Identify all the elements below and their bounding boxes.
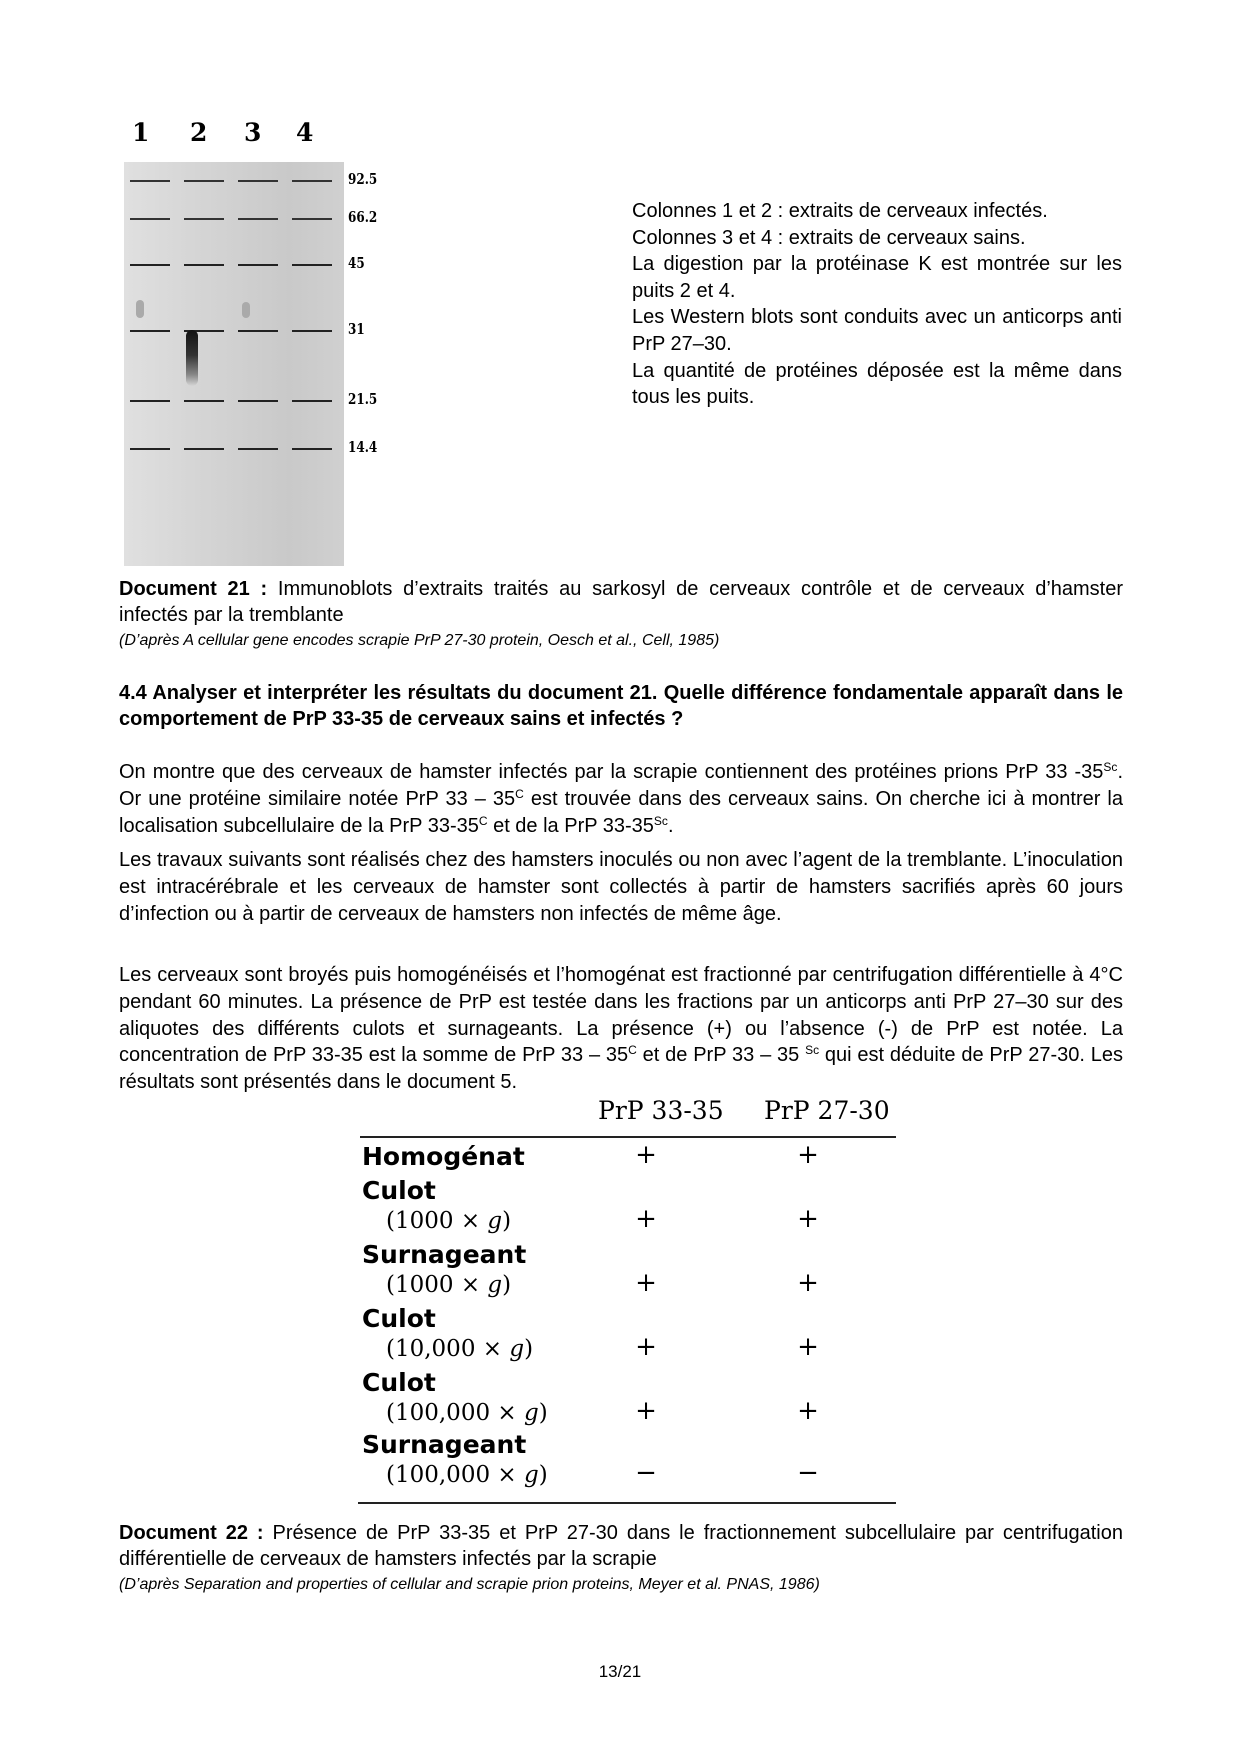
- document-21-source: (D’après A cellular gene encodes scrapie PrP 27-30 protein, Oesch et al., Cell, 1985): [119, 632, 720, 649]
- lane-label-2: 2: [190, 118, 208, 147]
- table-cell: +: [797, 1268, 819, 1298]
- table-row-label: Culot: [362, 1176, 436, 1205]
- table-cell: +: [797, 1396, 819, 1426]
- table-cell: +: [635, 1396, 657, 1426]
- gel-image: [124, 162, 344, 566]
- paragraph-intro: On montre que des cerveaux de hamster infectés par la scrapie contiennent des protéines prions PrP 33 $-35^{Sc}$. Or une protéine similaire notée PrP $33 - 35^C$ est trouvée dans des cerveaux sains. On cherche ici à montrer la localisation subcellulaire de la PrP $33-35^C$ et de la PrP $33-35^{Sc}$.: [119, 760, 1123, 837]
- table-cell: +: [635, 1140, 657, 1170]
- table-cell: −: [635, 1458, 657, 1488]
- table-row-label: Surnageant: [362, 1430, 527, 1459]
- lane-2-smear: [186, 330, 198, 386]
- table-bottom-rule: [358, 1502, 896, 1504]
- table-cell: +: [797, 1140, 819, 1170]
- legend-line: Colonnes 3 et 4 : extraits de cerveaux sains.: [632, 226, 1026, 249]
- band-31: [130, 330, 344, 332]
- mw-66-2: 66.2: [348, 208, 378, 226]
- lane-label-3: 3: [244, 118, 262, 147]
- immunoblot-figure: [120, 118, 380, 570]
- lane-label-4: 4: [296, 118, 314, 147]
- mw-21-5: 21.5: [348, 390, 378, 408]
- table-row-sublabel: (10,000 × g): [386, 1336, 534, 1362]
- paragraph-methods: Les travaux suivants sont réalisés chez des hamsters inoculés ou non avec l’agent de la tremblante. L’inoculation est intracérébrale et les cerveaux de hamster sont collectés à partir de hamsters sacrifiés après 60 jours d’infection ou à partir de cerveaux de hamsters non infectés de même âge.: [119, 849, 1123, 925]
- band-21-5: [130, 400, 344, 402]
- mw-31: 31: [348, 320, 365, 338]
- table-cell: +: [797, 1204, 819, 1234]
- document-22-text: Présence de PrP 33-35 et PrP 27-30 dans le fractionnement subcellulaire par centrifugation différentielle de cerveaux de hamsters infectés par la scrapie: [119, 1522, 1123, 1570]
- paragraph-protocol: Les cerveaux sont broyés puis homogénéisés et l’homogénat est fractionné par centrifugation différentielle à 4°C pendant 60 minutes. La présence de PrP est testée dans les fractions par un anticorps anti PrP 27–30 sur des aliquotes des différents culots et surnageants. La présence (+) ou l’absence (-) de PrP est notée. La concentration de PrP 33-35 est la somme de PrP $33 - 35^C$ et de PrP 33 – 35 $^{Sc}$ qui est déduite de PrP 27-30. Les résultats sont présentés dans le document 5.: [119, 964, 1124, 1094]
- table-row-label: Culot: [362, 1368, 436, 1397]
- table-row-sublabel: (100,000 × g): [386, 1400, 548, 1426]
- legend-line: La digestion par la protéinase K est montrée sur les puits 2 et 4.: [632, 253, 1122, 302]
- lane-label-1: 1: [132, 118, 150, 147]
- mw-92-5: 92.5: [348, 170, 378, 188]
- legend-line: Les Western blots sont conduits avec un anticorps anti PrP 27–30.: [632, 306, 1122, 355]
- table-row-sublabel: (1000 × g): [386, 1272, 512, 1298]
- table-cell: −: [797, 1458, 819, 1488]
- legend-line: Colonnes 1 et 2 : extraits de cerveaux infectés.: [632, 200, 1048, 222]
- document-21-text: Immunoblots d’extraits traités au sarkosyl de cerveaux contrôle et de cerveaux d’hamster infectés par la tremblante: [119, 578, 1124, 626]
- legend-line: La quantité de protéines déposée est la même dans tous les puits.: [632, 359, 1122, 409]
- lane-1-spot: [136, 300, 144, 318]
- table-header-prp-33-35: PrP 33-35: [598, 1096, 724, 1125]
- table-row-label: Homogénat: [362, 1142, 525, 1171]
- document-21-label: Document 21 :: [119, 578, 268, 600]
- table-top-rule: [360, 1136, 896, 1138]
- document-21-caption: [119, 576, 1123, 628]
- document-22-caption: [119, 1520, 1123, 1572]
- band-92-5: [130, 180, 344, 182]
- table-row-label: Surnageant: [362, 1240, 527, 1269]
- table-cell: +: [797, 1332, 819, 1362]
- document-22-label: Document 22 :: [119, 1522, 264, 1544]
- mw-14-4: 14.4: [348, 438, 378, 456]
- page-number: 13/21: [598, 1662, 642, 1681]
- table-header-prp-27-30: PrP 27-30: [764, 1096, 890, 1125]
- table-row-sublabel: (100,000 × g): [386, 1462, 548, 1488]
- table-cell: +: [635, 1268, 657, 1298]
- table-row-label: Culot: [362, 1304, 436, 1333]
- document-22-source: (D’après Separation and properties of cellular and scrapie prion proteins, Meyer et al. PNAS, 1986): [119, 1576, 820, 1593]
- band-66-2: [130, 218, 344, 220]
- band-45: [130, 264, 344, 266]
- table-cell: +: [635, 1332, 657, 1362]
- mw-45: 45: [348, 254, 365, 272]
- lane-3-spot: [242, 302, 250, 318]
- table-row-sublabel: (1000 × g): [386, 1208, 512, 1234]
- band-14-4: [130, 448, 344, 450]
- results-table: [358, 1096, 898, 1508]
- table-cell: +: [635, 1204, 657, 1234]
- blot-legend: [632, 198, 1122, 411]
- question-4-4: 4.4 Analyser et interpréter les résultats du document 21. Quelle différence fondamentale apparaît dans le comportement de PrP 33-35 de cerveaux sains et infectés ?: [119, 682, 1123, 730]
